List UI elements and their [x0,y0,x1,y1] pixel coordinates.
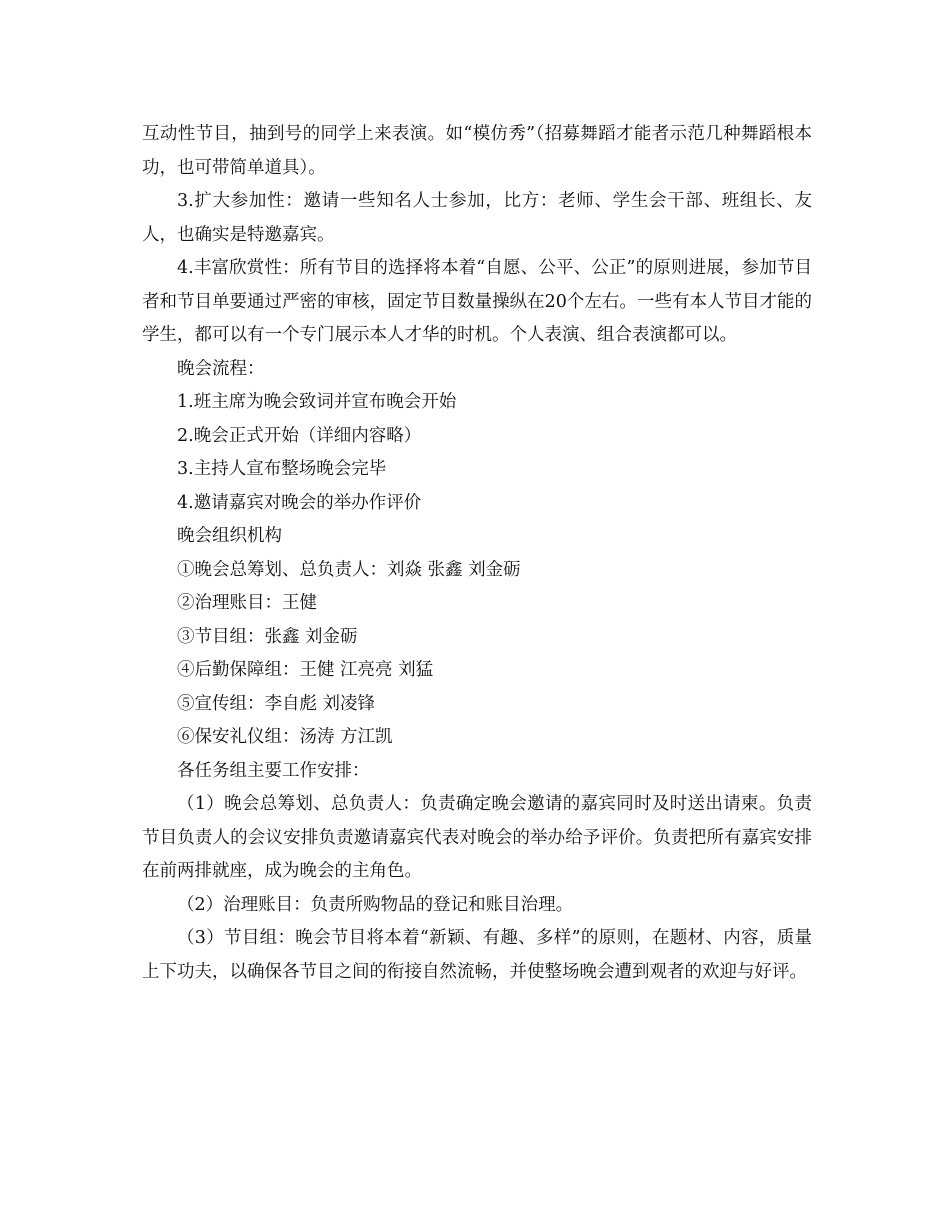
paragraph-enrich-appreciation: 4.丰富欣赏性：所有节目的选择将本着“自愿、公平、公正”的原则进展，参加节目者和节目单要通过严密的审核，固定节目数量操纵在20个左右。一些有本人节目才能的学生，都可以有一个专门展示本人才华的时机。个人表演、组合表演都可以。 [142,258,812,345]
org-item-4: ④后勤保障组：王健 江亮亮 刘猛 [177,660,434,680]
paragraph-expand-participation: 3.扩大参加性：邀请一些知名人士参加，比方：老师、学生会干部、班组长、友人，也确实是特邀嘉宾。 [142,191,812,245]
heading-task-arrangement: 各任务组主要工作安排： [177,760,370,781]
process-step-1: 1.班主席为晚会致词并宣布晚会开始 [177,392,457,412]
org-item-3: ③节目组：张鑫 刘金砺 [177,626,358,647]
paragraph-interactive-program: 互动性节目，抽到号的同学上来表演。如“模仿秀”（招募舞蹈才能者示范几种舞蹈根本功，也可带简单道具）。 [142,124,812,178]
heading-organization: 晚会组织机构 [177,526,282,546]
org-item-5: ⑤宣传组：李自彪 刘凌锋 [177,693,376,714]
task-paragraph-3: （3）节目组：晚会节目将本着“新颖、有趣、多样”的原则，在题材、内容，质量上下功夫，以确保各节目之间的衔接自然流畅，并使整场晚会遭到观者的欢迎与好评。 [142,928,812,982]
task-paragraph-2: （2）治理账目：负责所购物品的登记和账目治理。 [177,894,574,915]
process-step-2: 2.晚会正式开始（详细内容略） [177,425,422,446]
process-step-3: 3.主持人宣布整场晚会完毕 [177,459,387,479]
org-item-1: ①晚会总筹划、总负责人：刘焱 张鑫 刘金砺 [177,559,521,580]
org-item-6: ⑥保安礼仪组：汤涛 方江凯 [177,727,393,747]
process-step-4: 4.邀请嘉宾对晚会的举办作评价 [177,492,422,513]
task-paragraph-1: （1）晚会总筹划、总负责人：负责确定晚会邀请的嘉宾同时及时送出请柬。负责节目负责人的会议安排负责邀请嘉宾代表对晚会的举办给予评价。负责把所有嘉宾安排在前两排就座，成为晚会的主角色。 [142,794,812,881]
org-item-2: ②治理账目：王健 [177,593,317,613]
document-body [142,118,812,989]
heading-party-process: 晚会流程： [177,358,265,379]
